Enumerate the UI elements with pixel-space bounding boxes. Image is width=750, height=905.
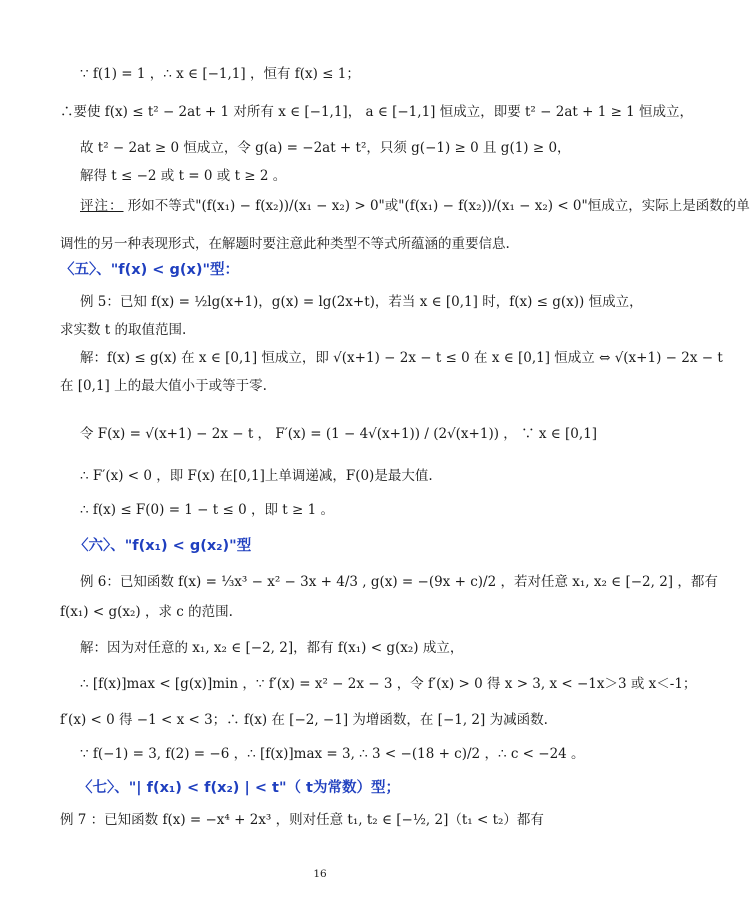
text-line: ∵ f(−1) = 3, f(2) = −6 ，∴ [f(x)]max = 3, ∴ 3 < −(18 + c)/2 ，∴ c < −24 。 xyxy=(80,746,585,762)
text-line: ∴ F′(x) < 0 ，即 F(x) 在[0,1]上单调递减，F(0)是最大值. xyxy=(80,468,433,484)
page-number: 16 xyxy=(313,868,327,880)
example-7-line: 例 7 ：已知函数 f(x) = −x⁴ + 2x³ ，则对任意 t₁, t₂ ∈ [−½, 2]（t₁ < t₂）都有 xyxy=(60,812,544,828)
text-line: 调性的另一种表现形式，在解题时要注意此种类型不等式所蕴涵的重要信息. xyxy=(60,236,510,252)
note-tag: 评注： xyxy=(80,198,124,214)
text-line: ∵ f(1) = 1 ，∴ x ∈ [−1,1] ，恒有 f(x) ≤ 1； xyxy=(80,66,360,82)
section-heading-5: 〈五〉、"f(x) < g(x)"型： xyxy=(60,262,240,278)
note-text: 形如不等式"(f(x₁) − f(x₂))/(x₁ − x₂) > 0"或"(f(x₁) − f(x₂))/(x₁ − x₂) < 0"恒成立，实际上是函数的单 xyxy=(127,198,750,214)
text-line: 解：因为对任意的 x₁, x₂ ∈ [−2, 2]，都有 f(x₁) < g(x₂) 成立， xyxy=(80,640,464,656)
text-line: ∴ [f(x)]max < [g(x)]min ，∵ f′(x) = x² − 2x − 3 ，令 f′(x) > 0 得 x > 3, x < −1x＞3 或 x＜-1； xyxy=(80,676,697,692)
text-line: 在 [0,1] 上的最大值小于或等于零. xyxy=(60,378,267,394)
text-line: 解：f(x) ≤ g(x) 在 x ∈ [0,1] 恒成立，即 √(x+1) − 2x − t ≤ 0 在 x ∈ [0,1] 恒成立 ⇔ √(x+1) − 2x − t xyxy=(80,350,723,366)
text-line: 求实数 t 的取值范围. xyxy=(60,322,187,338)
text-line: ∴要使 f(x) ≤ t² − 2at + 1 对所有 x ∈ [−1,1]， a ∈ [−1,1] 恒成立，即要 t² − 2at + 1 ≥ 1 恒成立， xyxy=(60,104,694,120)
example-5-line: 例 5：已知 f(x) = ½lg(x+1)，g(x) = lg(2x+t)，若当 x ∈ [0,1] 时，f(x) ≤ g(x)) 恒成立， xyxy=(80,294,643,310)
text-line: 故 t² − 2at ≥ 0 恒成立，令 g(a) = −2at + t²，只须 g(−1) ≥ 0 且 g(1) ≥ 0， xyxy=(80,140,571,156)
text-line: f′(x) < 0 得 −1 < x < 3；∴ f(x) 在 [−2, −1] 为增函数，在 [−1, 2] 为减函数. xyxy=(60,712,548,728)
section-heading-7: 〈七〉、"| f(x₁) < f(x₂) | < t"（ t为常数）型； xyxy=(78,780,400,796)
section-heading-6: 〈六〉、"f(x₁) < g(x₂)"型 xyxy=(74,538,252,554)
text-line: 令 F(x) = √(x+1) − 2x − t ， F′(x) = (1 − 4√(x+1)) / (2√(x+1)) ， ∵ x ∈ [0,1] xyxy=(80,426,598,442)
text-line: f(x₁) < g(x₂) ，求 c 的范围. xyxy=(60,604,233,620)
note-line xyxy=(80,196,750,216)
example-6-line: 例 6：已知函数 f(x) = ⅓x³ − x² − 3x + 4/3 , g(x) = −(9x + c)/2 ，若对任意 x₁, x₂ ∈ [−2, 2] ，都有 xyxy=(80,574,718,590)
text-line: 解得 t ≤ −2 或 t = 0 或 t ≥ 2 。 xyxy=(80,168,287,184)
text-line: ∴ f(x) ≤ F(0) = 1 − t ≤ 0 ，即 t ≥ 1 。 xyxy=(80,502,334,518)
